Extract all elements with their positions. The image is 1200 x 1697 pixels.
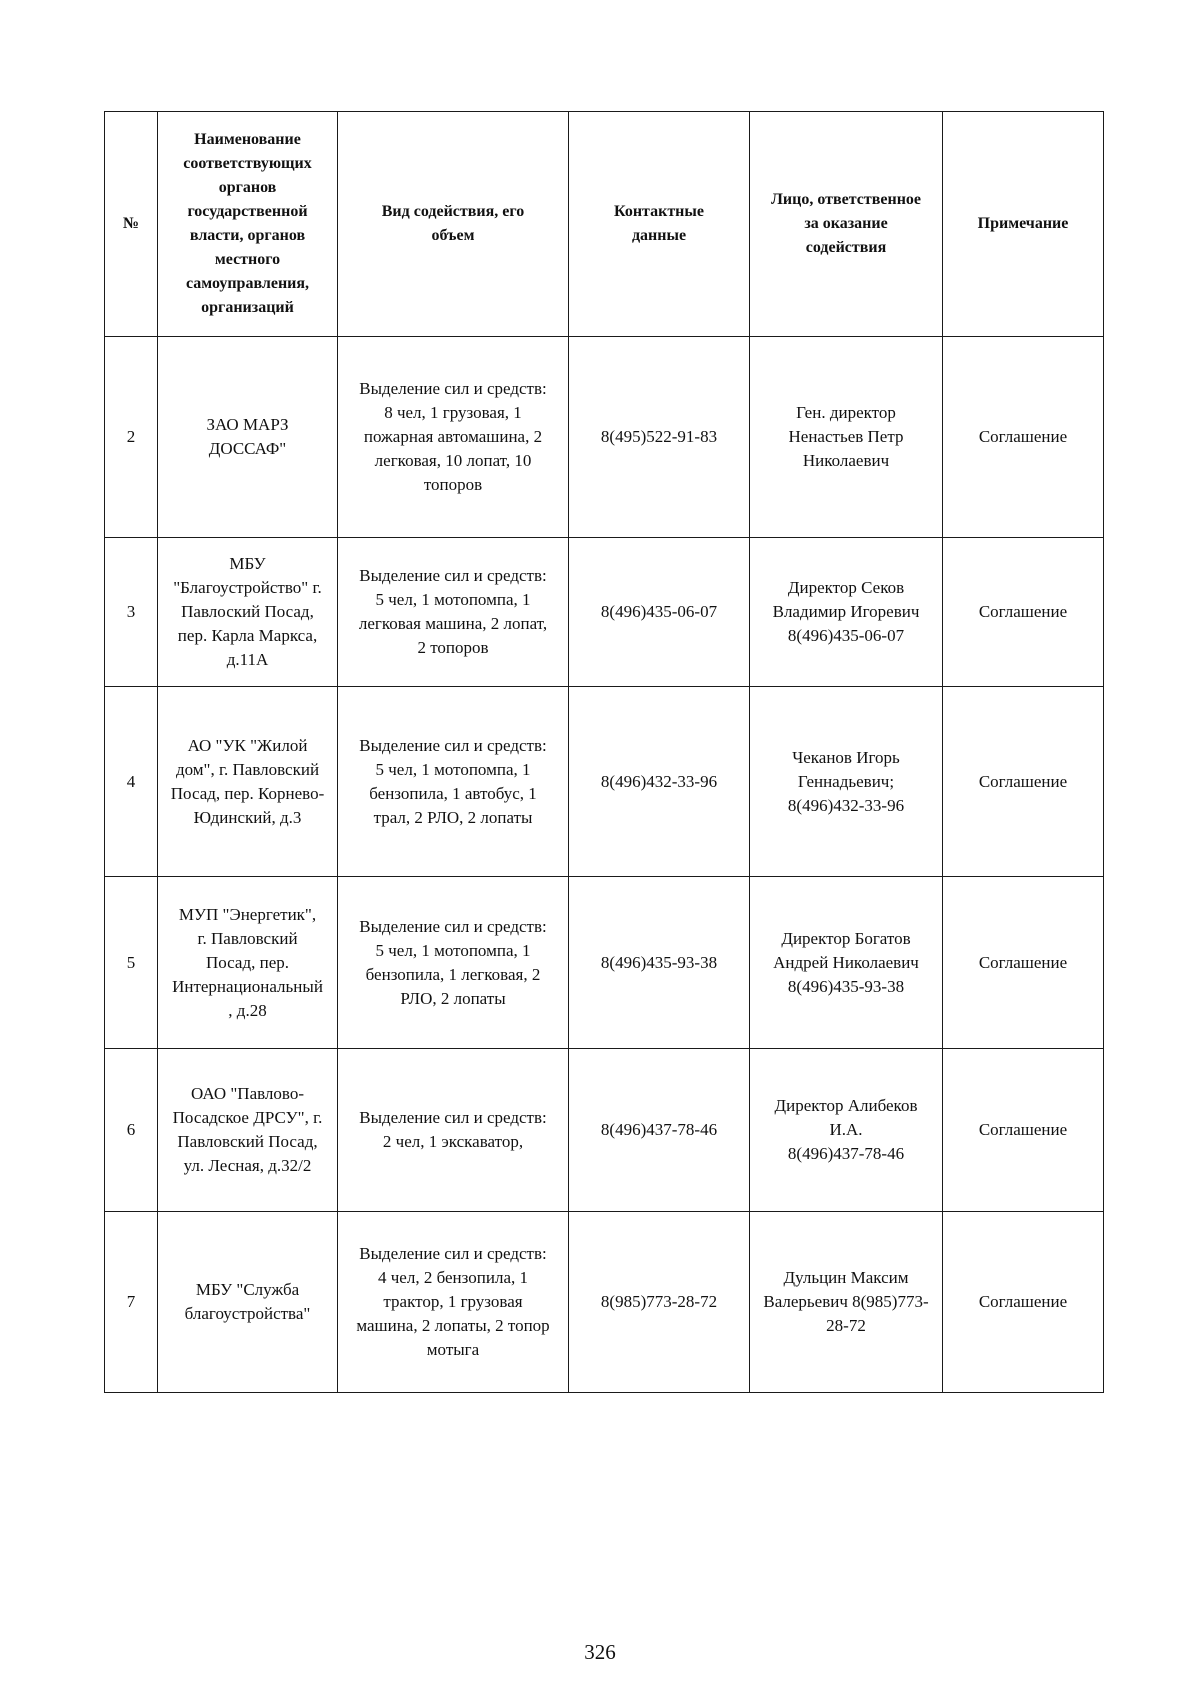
row-assistance: Выделение сил и средств: 4 чел, 2 бензопила, 1 трактор, 1 грузовая машина, 2 лопаты, 2 топор мотыга [338,1212,569,1393]
row-person: Чеканов Игорь Геннадьевич; 8(496)432-33-96 [750,687,943,877]
row-note: Соглашение [943,1049,1104,1212]
row-organization: МБУ "Благоустройство" г. Павлоский Посад, пер. Карла Маркса, д.11А [158,538,338,687]
row-organization: ЗАО МАРЗ ДОССАФ" [158,337,338,538]
header-contacts: Контактные данные [569,112,750,337]
header-organization: Наименование соответствующих органов государственной власти, органов местного самоуправления, организаций [158,112,338,337]
header-assistance-type: Вид содействия, его объем [338,112,569,337]
header-note: Примечание [943,112,1104,337]
row-person: Директор Секов Владимир Игоревич 8(496)435-06-07 [750,538,943,687]
row-contact: 8(495)522-91-83 [569,337,750,538]
table-row [105,337,1104,538]
row-contact: 8(985)773-28-72 [569,1212,750,1393]
row-number: 4 [105,687,158,877]
row-note: Соглашение [943,687,1104,877]
table-row [105,687,1104,877]
row-person: Дульцин Максим Валерьевич 8(985)773- 28-72 [750,1212,943,1393]
table-row [105,538,1104,687]
row-assistance: Выделение сил и средств: 2 чел, 1 экскаватор, [338,1049,569,1212]
table-header-row [105,112,1104,337]
row-organization: АО "УК "Жилой дом", г. Павловский Посад, пер. Корнево- Юдинский, д.3 [158,687,338,877]
row-person: Директор Алибеков И.А. 8(496)437-78-46 [750,1049,943,1212]
row-organization: ОАО "Павлово- Посадское ДРСУ", г. Павловский Посад, ул. Лесная, д.32/2 [158,1049,338,1212]
row-note: Соглашение [943,337,1104,538]
row-assistance: Выделение сил и средств: 5 чел, 1 мотопомпа, 1 бензопила, 1 автобус, 1 трал, 2 РЛО, 2 лопаты [338,687,569,877]
row-person: Ген. директор Ненастьев Петр Николаевич [750,337,943,538]
row-contact: 8(496)435-93-38 [569,877,750,1049]
table-row [105,1049,1104,1212]
row-note: Соглашение [943,1212,1104,1393]
row-number: 2 [105,337,158,538]
row-contact: 8(496)432-33-96 [569,687,750,877]
row-assistance: Выделение сил и средств: 8 чел, 1 грузовая, 1 пожарная автомашина, 2 легковая, 10 лопат, 10 топоров [338,337,569,538]
row-number: 7 [105,1212,158,1393]
row-note: Соглашение [943,877,1104,1049]
row-contact: 8(496)435-06-07 [569,538,750,687]
page-number: 326 [584,1640,616,1664]
row-person: Директор Богатов Андрей Николаевич 8(496)435-93-38 [750,877,943,1049]
row-assistance: Выделение сил и средств: 5 чел, 1 мотопомпа, 1 бензопила, 1 легковая, 2 РЛО, 2 лопаты [338,877,569,1049]
row-organization: МБУ "Служба благоустройства" [158,1212,338,1393]
table-row [105,1212,1104,1393]
row-number: 6 [105,1049,158,1212]
row-note: Соглашение [943,538,1104,687]
row-organization: МУП "Энергетик", г. Павловский Посад, пер. Интернациональный , д.28 [158,877,338,1049]
row-number: 5 [105,877,158,1049]
table-row [105,877,1104,1049]
row-number: 3 [105,538,158,687]
header-number: № [105,112,158,337]
row-assistance: Выделение сил и средств: 5 чел, 1 мотопомпа, 1 легковая машина, 2 лопат, 2 топоров [338,538,569,687]
assistance-table [104,111,1104,1393]
row-contact: 8(496)437-78-46 [569,1049,750,1212]
header-responsible-person: Лицо, ответственное за оказание содействия [750,112,943,337]
